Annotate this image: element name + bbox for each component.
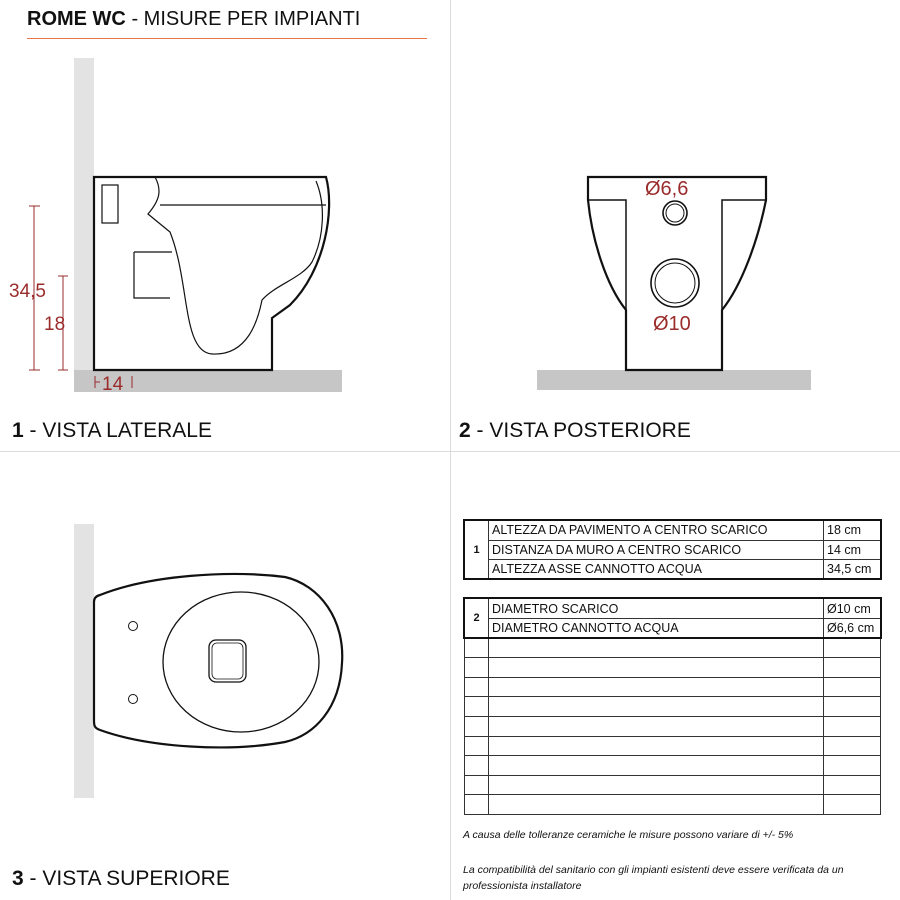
- note-tolerance: A causa delle tolleranze ceramiche le misure possono variare di +/- 5%: [463, 829, 794, 841]
- top-toilet-outline: [94, 574, 342, 747]
- row-value: Ø10 cm: [824, 599, 881, 619]
- rear-drain-hole-inner: [655, 263, 695, 303]
- spec-table: [464, 520, 881, 815]
- table-row-empty: [465, 658, 881, 678]
- side-wall: [74, 58, 94, 370]
- table-row-empty: [465, 736, 881, 756]
- table-row-empty: [465, 775, 881, 795]
- top-drain-inner: [212, 643, 243, 679]
- table-row-empty: [465, 638, 881, 658]
- table-row-empty: [465, 716, 881, 736]
- view-label-side: 1 - VISTA LATERALE: [12, 419, 212, 442]
- rear-view: [537, 177, 811, 390]
- table-row: [465, 618, 881, 638]
- side-toilet-outline: [94, 177, 329, 370]
- table-row: [465, 521, 881, 541]
- dim-side-drain-height: 18: [44, 314, 66, 335]
- top-bowl: [163, 592, 319, 732]
- dim-rear-drain: Ø10: [653, 313, 691, 335]
- table-row-empty: [465, 795, 881, 815]
- table-spacer: [465, 579, 881, 599]
- row-value: Ø6,6 cm: [824, 618, 881, 638]
- view-label-rear: 2 - VISTA POSTERIORE: [459, 419, 691, 442]
- note-compatibility: La compatibilità del sanitario con gli impianti esistenti deve essere verificata da un professionista installatore: [463, 864, 844, 892]
- top-view: [74, 524, 342, 798]
- top-seat-hole-1: [129, 622, 138, 631]
- title-product: ROME WC: [27, 8, 126, 30]
- row-value: 18 cm: [824, 521, 881, 541]
- row-label: ALTEZZA DA PAVIMENTO A CENTRO SCARICO: [489, 521, 824, 541]
- row-label: DIAMETRO SCARICO: [489, 599, 824, 619]
- dim-side-height: 34,5: [9, 281, 46, 302]
- row-value: 14 cm: [824, 540, 881, 560]
- view-label-top: 3 - VISTA SUPERIORE: [12, 867, 230, 890]
- group-id: 2: [465, 599, 489, 638]
- top-drain: [209, 640, 246, 682]
- row-label: DISTANZA DA MURO A CENTRO SCARICO: [489, 540, 824, 560]
- top-seat-hole-2: [129, 695, 138, 704]
- rear-toilet-outline: [588, 177, 766, 370]
- side-bowl-inner: [148, 177, 322, 354]
- row-label: DIAMETRO CANNOTTO ACQUA: [489, 618, 824, 638]
- table-row: [465, 560, 881, 580]
- side-outlet: [134, 252, 172, 298]
- table-row: [465, 599, 881, 619]
- group-id: 1: [465, 521, 489, 580]
- rear-inlet-hole-inner: [666, 204, 684, 222]
- row-label: ALTEZZA ASSE CANNOTTO ACQUA: [489, 560, 824, 580]
- rear-drain-hole: [651, 259, 699, 307]
- rear-floor: [537, 370, 811, 390]
- side-inlet: [102, 185, 118, 223]
- table-row-empty: [465, 677, 881, 697]
- table-row: [465, 540, 881, 560]
- dim-side-wall-distance: 14: [102, 374, 124, 395]
- rear-inlet-hole: [663, 201, 687, 225]
- side-view: [9, 58, 342, 395]
- table-row-empty: [465, 697, 881, 717]
- table-row-empty: [465, 756, 881, 776]
- dim-rear-inlet: Ø6,6: [645, 178, 689, 200]
- row-value: 34,5 cm: [824, 560, 881, 580]
- top-wall: [74, 524, 94, 798]
- title-subtitle: - MISURE PER IMPIANTI: [131, 8, 361, 30]
